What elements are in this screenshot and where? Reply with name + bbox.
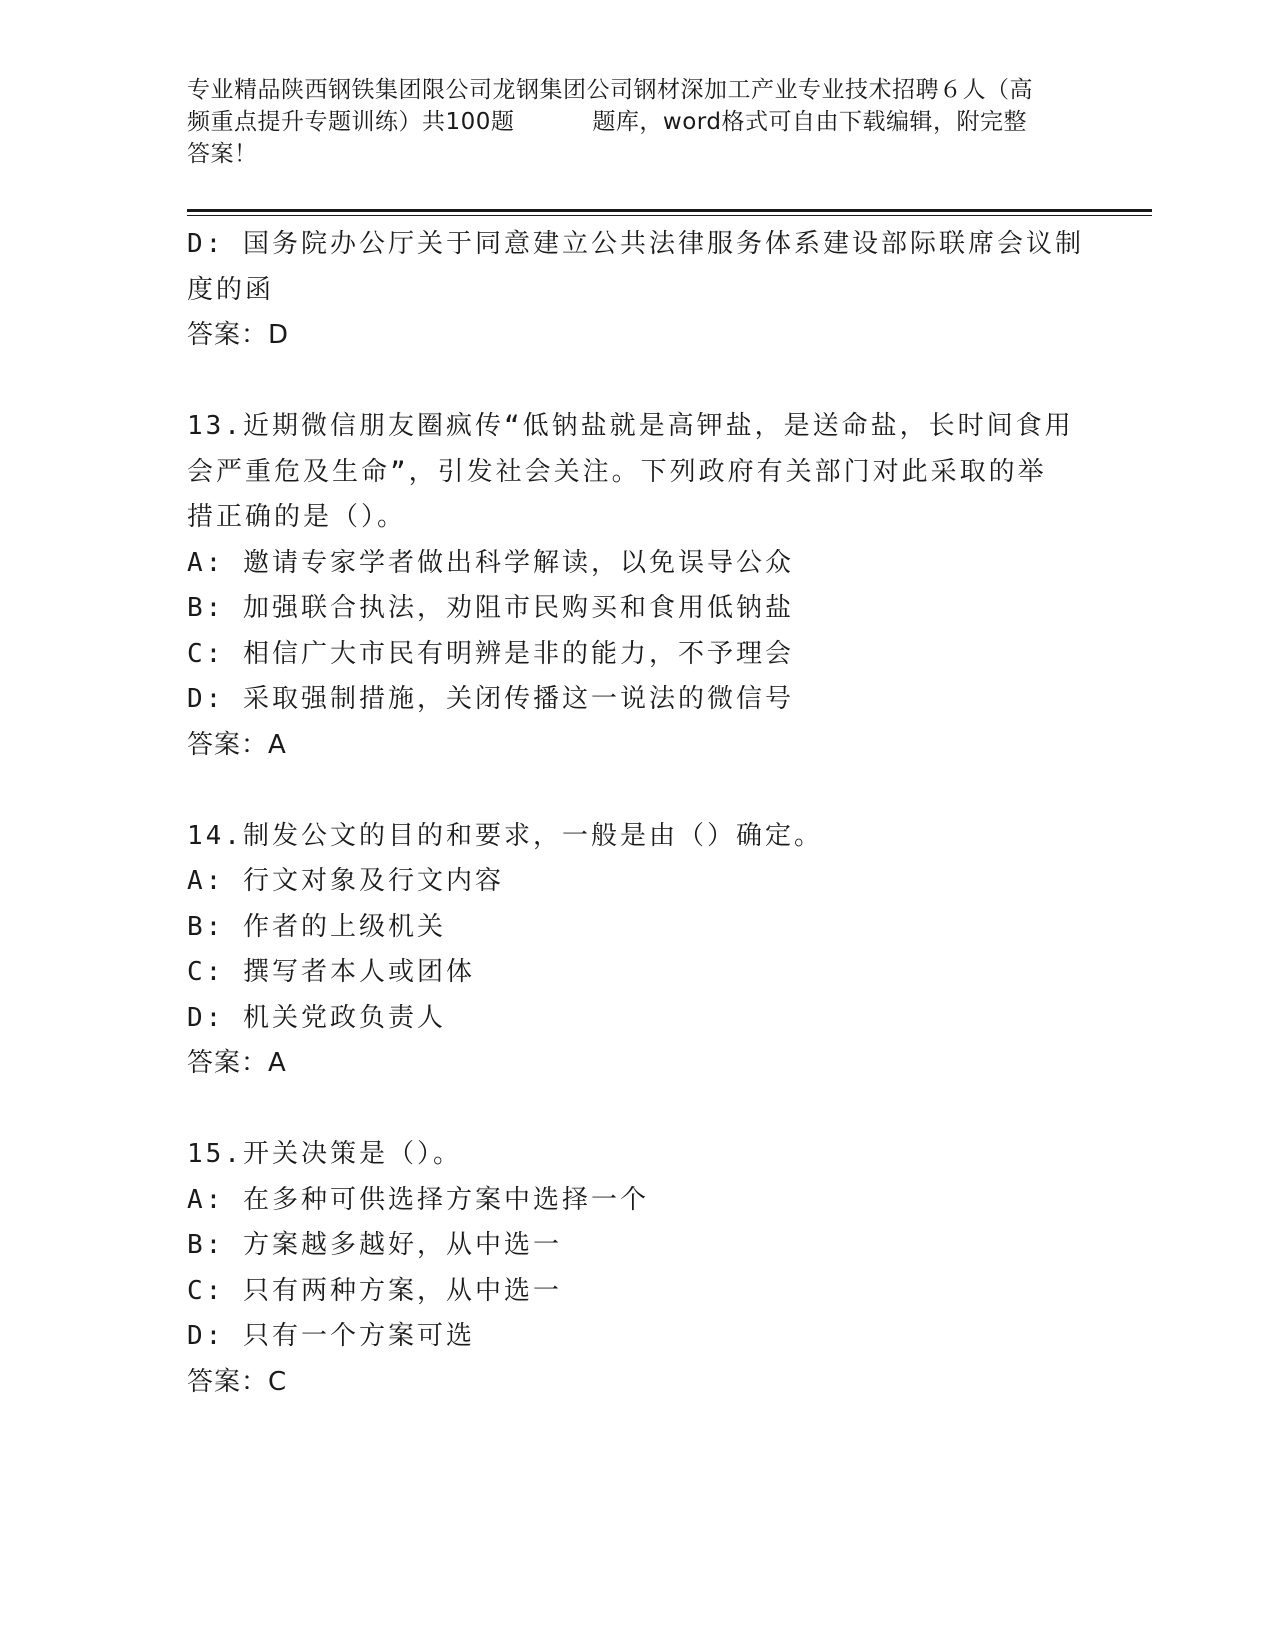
- q15-option-b: B: 方案越多越好，从中选一: [187, 1230, 562, 1260]
- q12-option-d-cont: 度的函: [187, 274, 275, 305]
- q14-option-d: D: 机关党政负责人: [187, 1002, 446, 1033]
- question-14: [187, 814, 1087, 1087]
- question-list: [187, 222, 1087, 1405]
- q13-stem-line-3: 措正确的是（）。: [187, 502, 407, 532]
- question-15: [187, 1132, 1087, 1405]
- question-12-tail: [187, 222, 1087, 359]
- q12-answer: 答案：D: [187, 320, 290, 350]
- q15-answer: 答案：C: [187, 1366, 288, 1397]
- header-line-2b: 题库，word格式可自由下载编辑，附完整: [592, 109, 1027, 135]
- q14-answer: 答案：A: [187, 1048, 287, 1078]
- q15-option-a: A: 在多种可供选择方案中选择一个: [187, 1184, 649, 1215]
- document-header: [187, 74, 1087, 170]
- header-line-2a: 频重点提升专题训练）共100题: [187, 109, 515, 135]
- q13-stem-line-2: 会严重危及生命”，引发社会关注。下列政府有关部门对此采取的举: [187, 456, 1047, 487]
- q15-option-d: D: 只有一个方案可选: [187, 1321, 475, 1351]
- header-divider-thick: [187, 209, 1152, 212]
- header-line-3: 答案！: [187, 141, 258, 167]
- header-line-2: [187, 106, 1087, 138]
- q14-option-a: A: 行文对象及行文内容: [187, 866, 504, 896]
- question-13: [187, 404, 1087, 768]
- header-divider-thin: [187, 215, 1152, 216]
- q14-stem: 14.制发公文的目的和要求，一般是由（）确定。: [187, 820, 823, 851]
- q13-stem-line-1: 13.近期微信朋友圈疯传“低钠盐就是高钾盐，是送命盐，长时间食用: [187, 411, 1074, 441]
- q14-option-c: C: 撰写者本人或团体: [187, 957, 475, 987]
- q13-option-c: C: 相信广大市民有明辨是非的能力，不予理会: [187, 638, 794, 669]
- q13-option-b: B: 加强联合执法，劝阻市民购买和食用低钠盐: [187, 593, 794, 623]
- q12-option-d: D: 国务院办公厅关于同意建立公共法律服务体系建设部际联席会议制: [187, 229, 1084, 259]
- q15-stem: 15.开关决策是（）。: [187, 1139, 462, 1169]
- q13-option-d: D: 采取强制措施，关闭传播这一说法的微信号: [187, 684, 794, 714]
- q14-option-b: B: 作者的上级机关: [187, 911, 446, 942]
- q15-option-c: C: 只有两种方案，从中选一: [187, 1275, 562, 1306]
- header-line-1: 专业精品陕西钢铁集团限公司龙钢集团公司钢材深加工产业专业技术招聘６人（高: [187, 77, 1033, 103]
- q13-answer: 答案：A: [187, 729, 287, 760]
- q13-option-a: A: 邀请专家学者做出科学解读，以免误导公众: [187, 547, 794, 578]
